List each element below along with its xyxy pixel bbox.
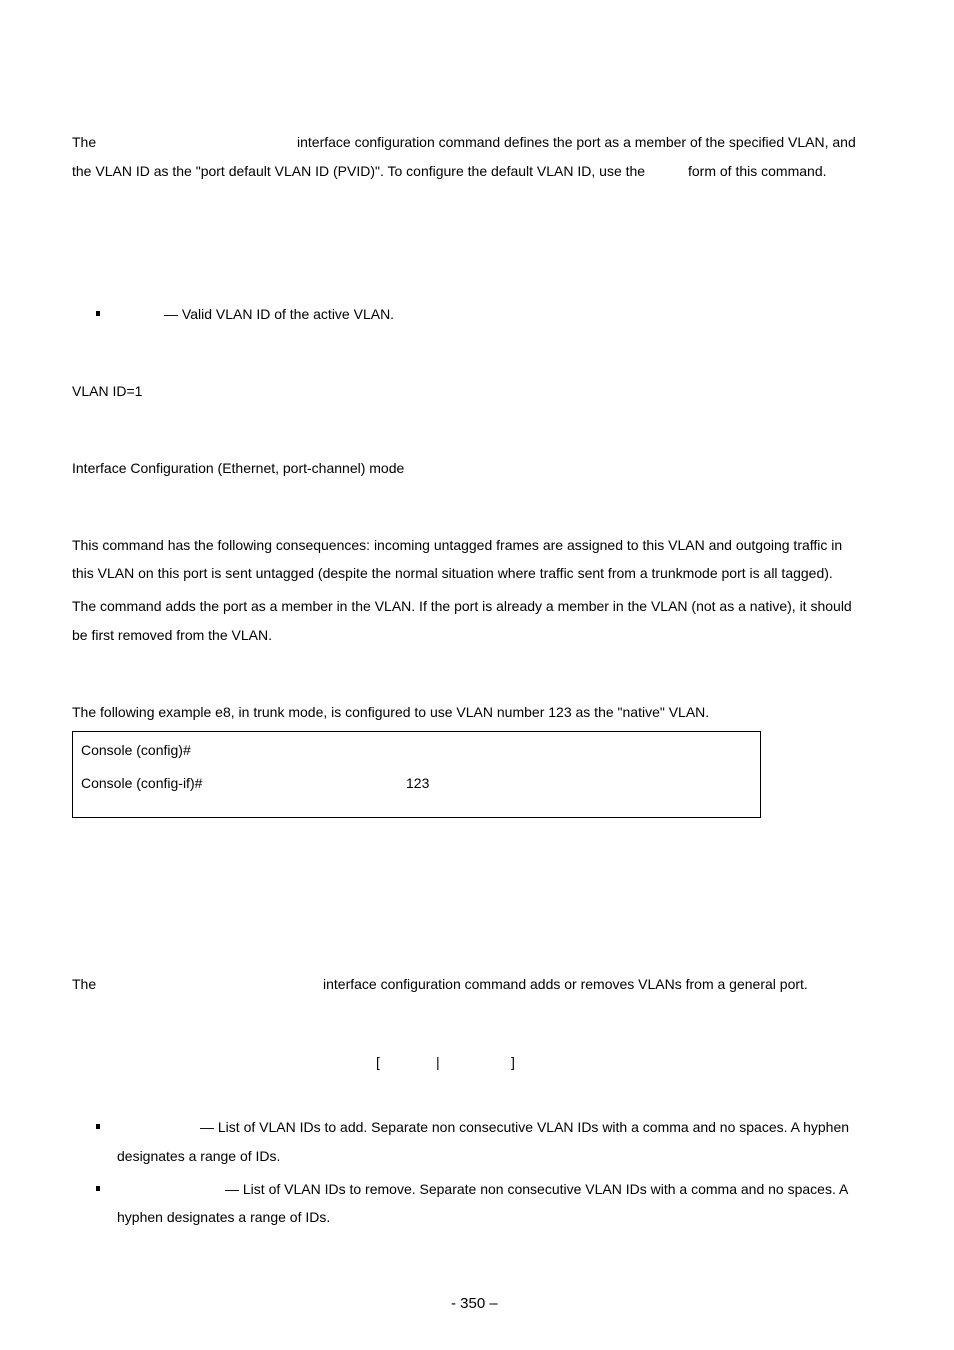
guideline-1-line-2: this VLAN on this port is sent untagged (despite the normal situation where traffic sent from a trunkmode port is all tagged). [72, 565, 833, 581]
code-line-2-prompt: Console (config-if)# [81, 775, 203, 791]
page-number: - 350 – [451, 1295, 498, 1312]
syntax-pipe: | [436, 1054, 440, 1070]
intro-line2-text: the VLAN ID as the "port default VLAN ID (PVID)". To configure the default VLAN ID, use the [72, 163, 646, 179]
bullet-icon [96, 1124, 100, 1129]
code-line-1-prompt: Console (config)# [81, 742, 191, 758]
default-value: VLAN ID=1 [72, 383, 143, 399]
syntax-open-bracket: [ [376, 1054, 380, 1070]
code-line-2-value: 123 [406, 775, 430, 791]
example-intro: The following example e8, in trunk mode, is configured to use VLAN number 123 as the "native" VLAN. [72, 704, 710, 720]
param-add-desc-line-1: — List of VLAN IDs to add. Separate non consecutive VLAN IDs with a comma and no spaces. A hyphen [200, 1119, 850, 1135]
intro-line2-tail: form of this command. [688, 163, 827, 179]
bullet-icon [96, 311, 100, 316]
param-remove-desc-line-2: hyphen designates a range of IDs. [117, 1209, 331, 1225]
bullet-icon [96, 1186, 100, 1191]
intro-the: The [72, 134, 97, 150]
example-code-box [72, 731, 761, 818]
command-mode: Interface Configuration (Ethernet, port-channel) mode [72, 460, 405, 476]
param-add-desc-line-2: designates a range of IDs. [117, 1148, 281, 1164]
guideline-2-line-1: The command adds the port as a member in the VLAN. If the port is already a member in the VLAN (not as a native), it should [72, 598, 852, 614]
guideline-2-line-2: be first removed from the VLAN. [72, 627, 272, 643]
guideline-1-line-1: This command has the following consequences: incoming untagged frames are assigned to this VLAN and outgoing traffic in [72, 537, 843, 553]
intro-line1-text: interface configuration command defines the port as a member of the specified VLAN, and [297, 134, 856, 150]
section2-intro-the: The [72, 976, 97, 992]
section2-intro-text: interface configuration command adds or removes VLANs from a general port. [323, 976, 808, 992]
param-vlan-id-desc: — Valid VLAN ID of the active VLAN. [164, 306, 395, 322]
param-remove-desc-line-1: — List of VLAN IDs to remove. Separate non consecutive VLAN IDs with a comma and no spaces. A [225, 1181, 849, 1197]
syntax-close-bracket: ] [511, 1054, 515, 1070]
